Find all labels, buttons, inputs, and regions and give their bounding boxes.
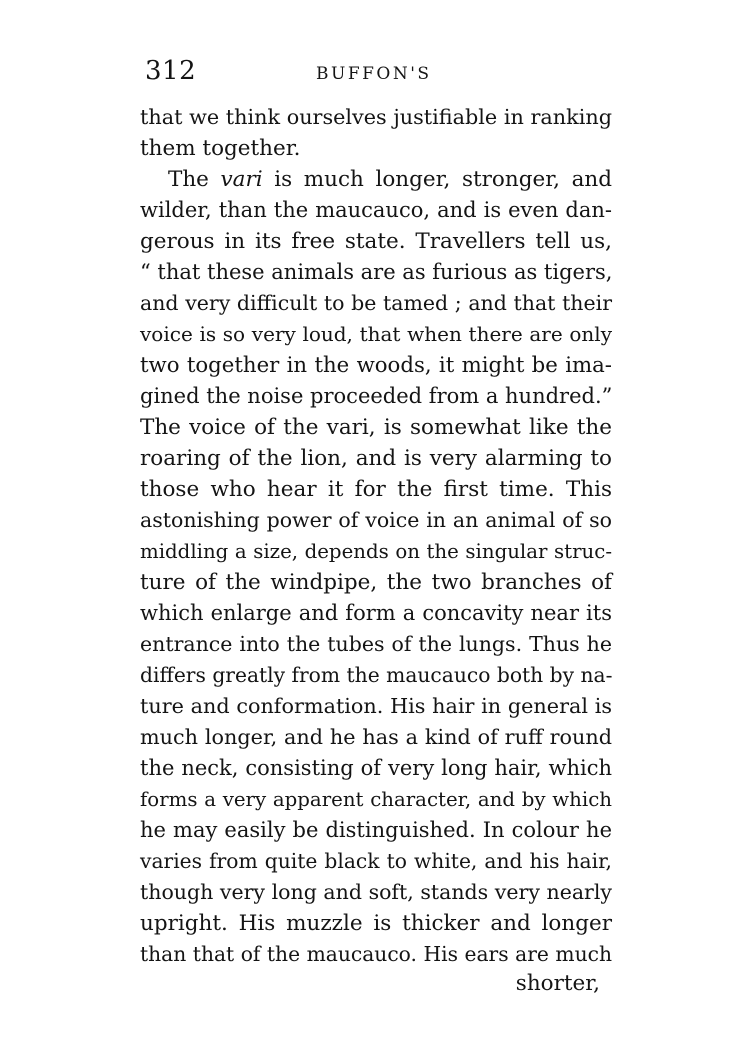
paragraph-first-line <box>140 164 612 195</box>
text-run: is much longer, stronger, and <box>262 167 612 192</box>
text-line: ture of the windpipe, the two branches of <box>140 570 612 595</box>
page-number: 312 <box>145 56 197 86</box>
text-line: he may easily be distinguished. In colour he <box>140 818 612 842</box>
text-line: wilder, than the maucauco, and is even dan- <box>140 198 612 222</box>
text-line: gerous in its free state. Travellers tell us, <box>140 229 612 254</box>
text-line: voice is so very loud, that when there are only <box>140 322 612 346</box>
text-line: that we think ourselves justifiable in ranking <box>140 105 612 129</box>
catchword: shorter, <box>515 971 600 996</box>
text-run: The <box>168 167 221 192</box>
text-line: two together in the woods, it might be ima- <box>140 353 612 378</box>
text-line: and very difficult to be tamed ; and that their <box>140 291 612 315</box>
text-line: than that of the maucauco. His ears are much <box>140 942 612 966</box>
text-line: middling a size, depends on the singular struc- <box>140 540 612 563</box>
text-line: though very long and soft, stands very nearly <box>140 880 612 904</box>
text-line: varies from quite black to white, and his hair, <box>140 849 612 873</box>
text-line: entrance into the tubes of the lungs. Thus he <box>140 632 612 656</box>
text-line: which enlarge and form a concavity near its <box>140 601 612 625</box>
text-line: them together. <box>140 136 301 161</box>
text-line: ture and conformation. His hair in general is <box>140 694 612 718</box>
text-line: upright. His muzzle is thicker and longer <box>140 911 612 936</box>
text-line: gined the noise proceeded from a hundred.” <box>140 384 613 408</box>
text-line: forms a very apparent character, and by which <box>140 788 612 811</box>
text-line: The voice of the vari, is somewhat like the <box>140 415 612 440</box>
text-line: roaring of the lion, and is very alarming to <box>140 446 612 471</box>
italic-term: vari <box>220 167 263 192</box>
running-head: BUFFON'S <box>316 64 432 84</box>
text-line: astonishing power of voice in an animal of so <box>140 508 612 532</box>
text-line: differs greatly from the maucauco both by na- <box>140 663 613 687</box>
text-line: “ that these animals are as furious as tigers, <box>140 260 613 284</box>
text-line: those who hear it for the first time. This <box>140 477 612 502</box>
text-line: the neck, consisting of very long hair, which <box>140 756 612 780</box>
text-line: much longer, and he has a kind of ruff round <box>140 725 612 749</box>
body-text <box>140 102 612 970</box>
